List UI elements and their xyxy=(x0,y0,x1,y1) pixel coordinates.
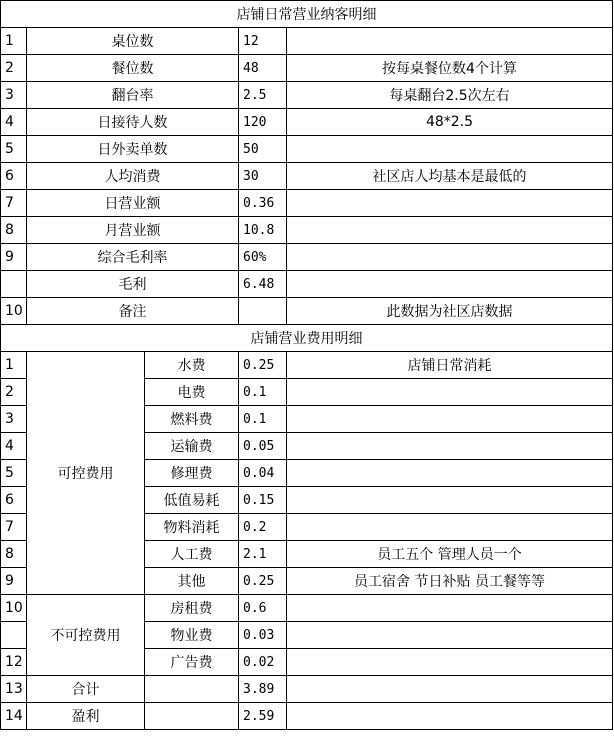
section-title-row xyxy=(1,325,613,352)
value-cell[interactable]: 30 xyxy=(239,163,287,190)
table-row xyxy=(1,244,613,271)
table-row xyxy=(1,298,613,325)
value-cell[interactable]: 2.1 xyxy=(239,541,287,568)
value-cell[interactable]: 0.2 xyxy=(239,514,287,541)
row-number-cell[interactable]: 1 xyxy=(1,352,27,379)
item-label-cell[interactable]: 月营业额 xyxy=(27,217,239,244)
expense-item-cell[interactable]: 广告费 xyxy=(145,649,239,676)
row-number-cell[interactable]: 3 xyxy=(1,82,27,109)
row-number-cell[interactable]: 6 xyxy=(1,163,27,190)
table-row xyxy=(1,352,613,379)
row-number-cell[interactable]: 2 xyxy=(1,55,27,82)
note-cell[interactable]: 员工宿舍 节日补贴 员工餐等等 xyxy=(287,568,613,595)
value-cell[interactable]: 120 xyxy=(239,109,287,136)
expense-section-title[interactable]: 店铺营业费用明细 xyxy=(1,325,613,352)
value-cell[interactable]: 0.1 xyxy=(239,406,287,433)
table-row xyxy=(1,55,613,82)
note-cell[interactable] xyxy=(287,190,613,217)
table-row xyxy=(1,28,613,55)
note-cell[interactable] xyxy=(287,406,613,433)
note-cell[interactable]: 社区店人均基本是最低的 xyxy=(287,163,613,190)
note-cell[interactable] xyxy=(287,379,613,406)
row-number-cell[interactable]: 14 xyxy=(1,703,27,730)
value-cell[interactable]: 50 xyxy=(239,136,287,163)
expense-item-cell[interactable]: 其他 xyxy=(145,568,239,595)
row-number-cell[interactable]: 8 xyxy=(1,217,27,244)
row-number-cell[interactable]: 9 xyxy=(1,244,27,271)
note-cell[interactable] xyxy=(287,28,613,55)
row-number-cell[interactable] xyxy=(1,271,27,298)
profit-row-label-cell[interactable]: 盈利 xyxy=(27,703,145,730)
item-label-cell[interactable]: 桌位数 xyxy=(27,28,239,55)
value-cell[interactable]: 0.04 xyxy=(239,460,287,487)
table-row xyxy=(1,271,613,298)
item-label-cell[interactable]: 翻台率 xyxy=(27,82,239,109)
value-cell[interactable]: 60% xyxy=(239,244,287,271)
note-cell[interactable]: 员工五个 管理人员一个 xyxy=(287,541,613,568)
expense-item-cell[interactable]: 房租费 xyxy=(145,595,239,622)
table-row xyxy=(1,595,613,622)
row-number-cell[interactable]: 6 xyxy=(1,487,27,514)
item-label-cell[interactable]: 综合毛利率 xyxy=(27,244,239,271)
value-cell[interactable]: 10.8 xyxy=(239,217,287,244)
note-cell[interactable] xyxy=(287,703,613,730)
item-label-cell[interactable]: 日接待人数 xyxy=(27,109,239,136)
note-cell[interactable] xyxy=(287,433,613,460)
value-cell[interactable]: 0.36 xyxy=(239,190,287,217)
value-cell[interactable]: 2.59 xyxy=(239,703,287,730)
note-cell[interactable] xyxy=(287,649,613,676)
row-number-cell[interactable]: 4 xyxy=(1,109,27,136)
sheet-body xyxy=(1,1,613,730)
row-number-cell[interactable]: 5 xyxy=(1,136,27,163)
expense-item-cell[interactable]: 修理费 xyxy=(145,460,239,487)
item-label-cell[interactable]: 毛利 xyxy=(27,271,239,298)
row-number-cell[interactable]: 7 xyxy=(1,514,27,541)
row-number-cell[interactable]: 3 xyxy=(1,406,27,433)
note-cell[interactable] xyxy=(287,514,613,541)
expense-item-cell[interactable]: 物料消耗 xyxy=(145,514,239,541)
note-cell[interactable] xyxy=(287,676,613,703)
note-cell[interactable] xyxy=(287,460,613,487)
note-cell[interactable] xyxy=(287,244,613,271)
item-label-cell[interactable]: 备注 xyxy=(27,298,239,325)
empty-item-cell[interactable] xyxy=(145,676,239,703)
row-number-cell[interactable]: 5 xyxy=(1,460,27,487)
value-cell[interactable]: 0.15 xyxy=(239,487,287,514)
item-label-cell[interactable]: 日外卖单数 xyxy=(27,136,239,163)
profit-row xyxy=(1,703,613,730)
value-cell[interactable]: 2.5 xyxy=(239,82,287,109)
value-cell[interactable]: 0.1 xyxy=(239,379,287,406)
expense-item-cell[interactable]: 电费 xyxy=(145,379,239,406)
expense-item-cell[interactable]: 燃料费 xyxy=(145,406,239,433)
row-number-cell[interactable] xyxy=(1,622,27,649)
table-row xyxy=(1,190,613,217)
row-number-cell[interactable]: 10 xyxy=(1,298,27,325)
value-cell[interactable] xyxy=(239,298,287,325)
expense-item-cell[interactable]: 物业费 xyxy=(145,622,239,649)
value-cell[interactable]: 12 xyxy=(239,28,287,55)
row-number-cell[interactable]: 9 xyxy=(1,568,27,595)
note-cell[interactable] xyxy=(287,271,613,298)
total-row-label-cell[interactable]: 合计 xyxy=(27,676,145,703)
note-cell[interactable] xyxy=(287,136,613,163)
table-row xyxy=(1,109,613,136)
note-cell[interactable] xyxy=(287,217,613,244)
value-cell[interactable]: 0.25 xyxy=(239,568,287,595)
uncontrollable-category-cell[interactable]: 不可控费用 xyxy=(27,595,145,676)
title-row xyxy=(1,1,613,28)
value-cell[interactable]: 48 xyxy=(239,55,287,82)
expense-item-cell[interactable]: 水费 xyxy=(145,352,239,379)
value-cell[interactable]: 3.89 xyxy=(239,676,287,703)
empty-item-cell[interactable] xyxy=(145,703,239,730)
note-cell[interactable]: 每桌翻台2.5次左右 xyxy=(287,82,613,109)
controllable-category-cell[interactable]: 可控费用 xyxy=(27,352,145,595)
value-cell[interactable]: 0.05 xyxy=(239,433,287,460)
table-row xyxy=(1,217,613,244)
table-row xyxy=(1,136,613,163)
sheet-title[interactable]: 店铺日常营业纳客明细 xyxy=(1,1,613,28)
row-number-cell[interactable]: 7 xyxy=(1,190,27,217)
item-label-cell[interactable]: 餐位数 xyxy=(27,55,239,82)
expense-item-cell[interactable]: 低值易耗 xyxy=(145,487,239,514)
row-number-cell[interactable]: 8 xyxy=(1,541,27,568)
table-row xyxy=(1,82,613,109)
item-label-cell[interactable]: 日营业额 xyxy=(27,190,239,217)
expense-item-cell[interactable]: 运输费 xyxy=(145,433,239,460)
value-cell[interactable]: 0.25 xyxy=(239,352,287,379)
value-cell[interactable]: 6.48 xyxy=(239,271,287,298)
row-number-cell[interactable]: 1 xyxy=(1,28,27,55)
item-label-cell[interactable]: 人均消费 xyxy=(27,163,239,190)
note-cell[interactable]: 此数据为社区店数据 xyxy=(287,298,613,325)
table-row xyxy=(1,163,613,190)
expense-item-cell[interactable]: 人工费 xyxy=(145,541,239,568)
note-cell[interactable]: 48*2.5 xyxy=(287,109,613,136)
row-number-cell[interactable]: 12 xyxy=(1,649,27,676)
note-cell[interactable]: 店铺日常消耗 xyxy=(287,352,613,379)
note-cell[interactable] xyxy=(287,595,613,622)
value-cell[interactable]: 0.02 xyxy=(239,649,287,676)
row-number-cell[interactable]: 10 xyxy=(1,595,27,622)
total-row xyxy=(1,676,613,703)
value-cell[interactable]: 0.03 xyxy=(239,622,287,649)
note-cell[interactable] xyxy=(287,622,613,649)
row-number-cell[interactable]: 13 xyxy=(1,676,27,703)
row-number-cell[interactable]: 4 xyxy=(1,433,27,460)
note-cell[interactable] xyxy=(287,487,613,514)
note-cell[interactable]: 按每桌餐位数4个计算 xyxy=(287,55,613,82)
row-number-cell[interactable]: 2 xyxy=(1,379,27,406)
value-cell[interactable]: 0.6 xyxy=(239,595,287,622)
